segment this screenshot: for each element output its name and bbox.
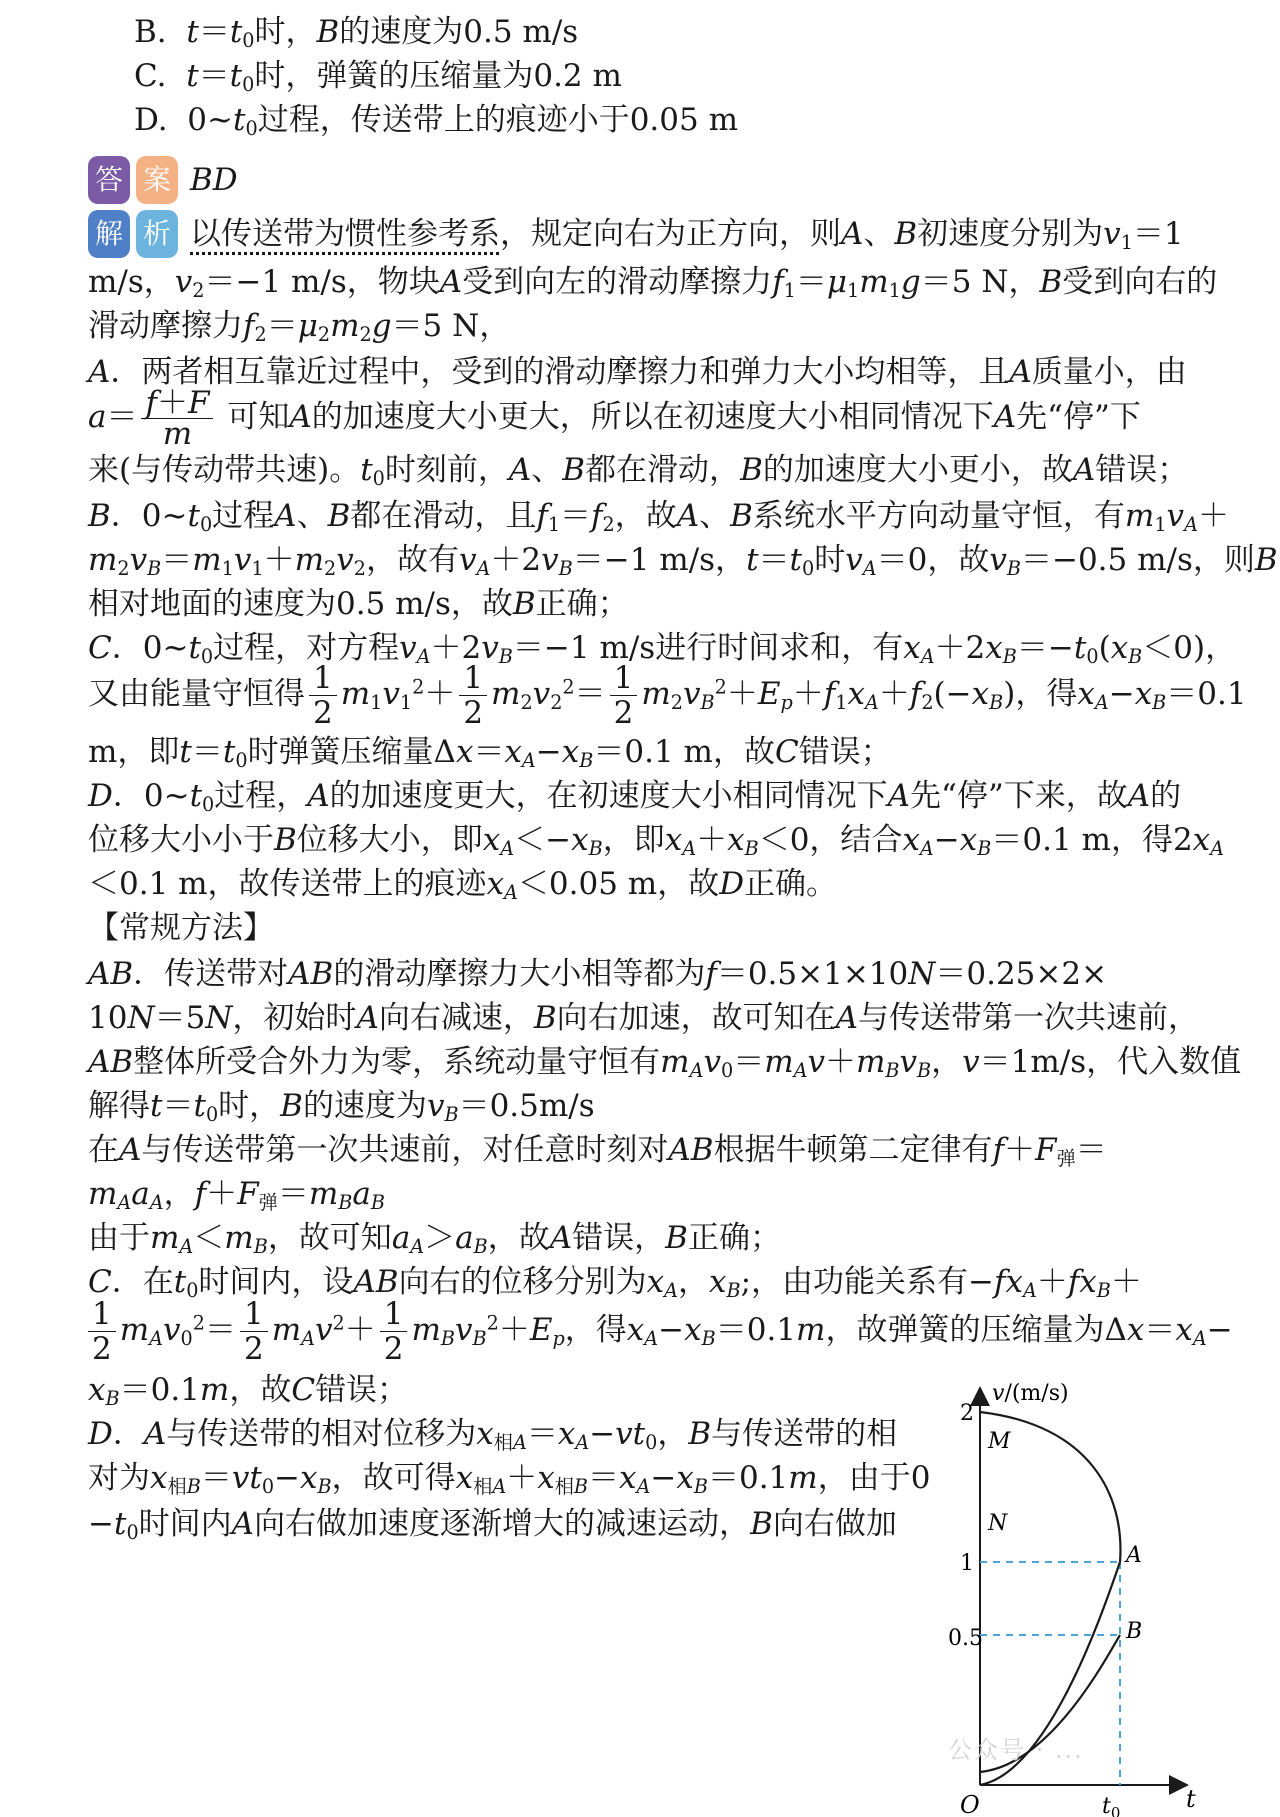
method-line-5: 在A与传送带第一次共速前，对任意时刻对AB根据牛顿第二定律有$f+F_弹=$ xyxy=(88,1132,1107,1170)
tick-t0: $t_0$ xyxy=(1102,1794,1121,1817)
method-line-13: $-t_0$时间内A向右做加速度逐渐增大的减速运动，B向右做加 xyxy=(88,1506,897,1544)
method-line-2: 10N＝5N，初始时A向右减速，B向右加速，故可知在A与传送带第一次共速前， xyxy=(88,1000,1199,1036)
analysis-badge-char-2: 析 xyxy=(136,210,178,258)
answer-value: BD xyxy=(190,162,238,198)
analysis-line-4: A．两者相互靠近过程中，受到的滑动摩擦力和弹力大小均相等，且A质量小，由 xyxy=(88,354,1187,390)
answer-badge-char-2: 案 xyxy=(136,156,178,204)
analysis-line-8: $m_2v_B=m_1v_1+m_2v_2$，故有$v_A+2v_B=-1$ m/s，$t=t_0$时$v_A=0$，故$v_B=-0.5$ m/s，则B xyxy=(88,542,1278,580)
option-b: B. $t=t_0$时，B的速度为0.5 m/s xyxy=(134,14,579,52)
method-line-11: D．A与传送带的相对位移为$x_{相A}=x_A-vt_0$，B与传送带的相 xyxy=(88,1416,898,1454)
tick-1: 1 xyxy=(960,1551,974,1576)
method-line-3: AB整体所受合外力为零，系统动量守恒有$m_Av_0=m_Av+m_Bv_B$，v＝1m/s，代入数值 xyxy=(88,1044,1242,1082)
analysis-badge-char-1: 解 xyxy=(88,210,130,258)
analysis-line-10: C．$0\sim t_0$过程，对方程$v_A+2v_B=-1$ m/s进行时间求和，有$x_A+2x_B=-t_0(x_B<0)$， xyxy=(88,630,1237,668)
label-a: A xyxy=(1126,1543,1142,1568)
method-line-6: $m_Aa_A$，$f+F_弹=m_Ba_B$ xyxy=(88,1176,385,1214)
label-n: N xyxy=(988,1511,1008,1536)
analysis-line-15: ＜0.1 m，故传送带上的痕迹$x_A<0.05$ m，故D正确。 xyxy=(88,866,838,904)
label-b: B xyxy=(1126,1619,1143,1644)
t-axis-label: t xyxy=(1186,1785,1196,1813)
analysis-line-3: 滑动摩擦力$f_2=\mu_2m_2g=5$ N， xyxy=(88,308,511,346)
method-line-9: $\frac{1}{2}$ $m_Av_0^2=$ $\frac{1}{2}$ $m_Av^2+$ $\frac{1}{2}$ $m_Bv_B^2+E_p$，得$x_A-x_B=0.1m$，故弹簧的压缩量为$\Delta x=x_A-$ xyxy=(88,1294,1233,1366)
section-heading-conventional: 【常规方法】 xyxy=(88,910,274,946)
analysis-line-1: 以传送带为惯性参考系，规定向右为正方向，则A、B初速度分别为$v_1=1$ xyxy=(190,216,1184,254)
method-line-7: 由于$m_A<m_B$，故可知$a_A>a_B$，故A错误，B正确； xyxy=(88,1220,781,1258)
v-axis-label: v/(m/s) xyxy=(992,1381,1069,1406)
method-line-1: AB．传送带对AB的滑动摩擦力大小相等都为f＝0.5×1×10N＝0.25×2× xyxy=(88,956,1108,992)
label-m: M xyxy=(988,1429,1011,1454)
method-line-4: 解得$t=t_0$时，B的速度为$v_B=0.5m/s$ xyxy=(88,1088,595,1126)
method-line-12: 对为$x_{相B}=vt_0-x_B$，故可得$x_{相A}+x_{相B}=x_A-x_B=0.1m$，由于0 xyxy=(88,1460,931,1498)
analysis-line-14: 位移大小小于B位移大小，即$x_A<-x_B$，即$x_A+x_B<0$，结合$x_A-x_B=0.1$ m，得$2x_A$ xyxy=(88,822,1225,860)
analysis-line-12: m，即$t=t_0$时弹簧压缩量$\Delta x=x_A-x_B=0.1$ m，故C错误； xyxy=(88,734,892,772)
method-line-8: C．在$t_0$时间内，设AB向右的位移分别为$x_A$，$x_B$;，由功能关系有$-fx_A+fx_B+$ xyxy=(88,1264,1142,1302)
analysis-line-7: B．$0\sim t_0$过程A、B都在滑动，且$f_1=f_2$，故A、B系统水平方向动量守恒，有$m_1v_A+$ xyxy=(88,498,1229,536)
analysis-line-13: D．$0\sim t_0$过程，A的加速度更大，在初速度大小相同情况下A先“停”下来，故A的 xyxy=(88,778,1182,816)
answer-badge-char-1: 答 xyxy=(88,156,130,204)
watermark: 公众号 · ... xyxy=(948,1736,1084,1764)
method-line-10: $x_B=0.1m$，故C错误； xyxy=(88,1372,409,1410)
option-c: C. $t=t_0$时，弹簧的压缩量为0.2 m xyxy=(134,58,622,96)
analysis-line-2: m/s，$v_2=-1$ m/s，物块A受到向左的滑动摩擦力$f_1=\mu_1m_1g=5$ N，B受到向右的 xyxy=(88,264,1218,302)
analysis-line-6: 来(与传动带共速)。$t_0$时刻前，A、B都在滑动，B的加速度大小更小，故A错误； xyxy=(88,452,1189,490)
analysis-line-5: a＝ $\frac{f+F}{m}$ 可知A的加速度大小更大，所以在初速度大小相同情况下A先“停”下 xyxy=(88,385,1141,452)
analysis-line-9: 相对地面的速度为0.5 m/s，故B正确； xyxy=(88,586,629,622)
option-d: D. $0\sim t_0$过程，传送带上的痕迹小于0.05 m xyxy=(134,102,738,140)
analysis-line-11: 又由能量守恒得 $\frac{1}{2}$ $m_1v_1^2+$ $\frac{1}{2}$ $m_2v_2^2=$ $\frac{1}{2}$ $m_2v_B^2+E_p+f_1x_A+f_2(-x_B)$，得$x_A-x_B=0.1$ xyxy=(88,660,1247,731)
tick-2: 2 xyxy=(960,1401,974,1426)
tick-0-5: 0.5 xyxy=(948,1626,983,1651)
origin-label: O xyxy=(960,1791,980,1817)
